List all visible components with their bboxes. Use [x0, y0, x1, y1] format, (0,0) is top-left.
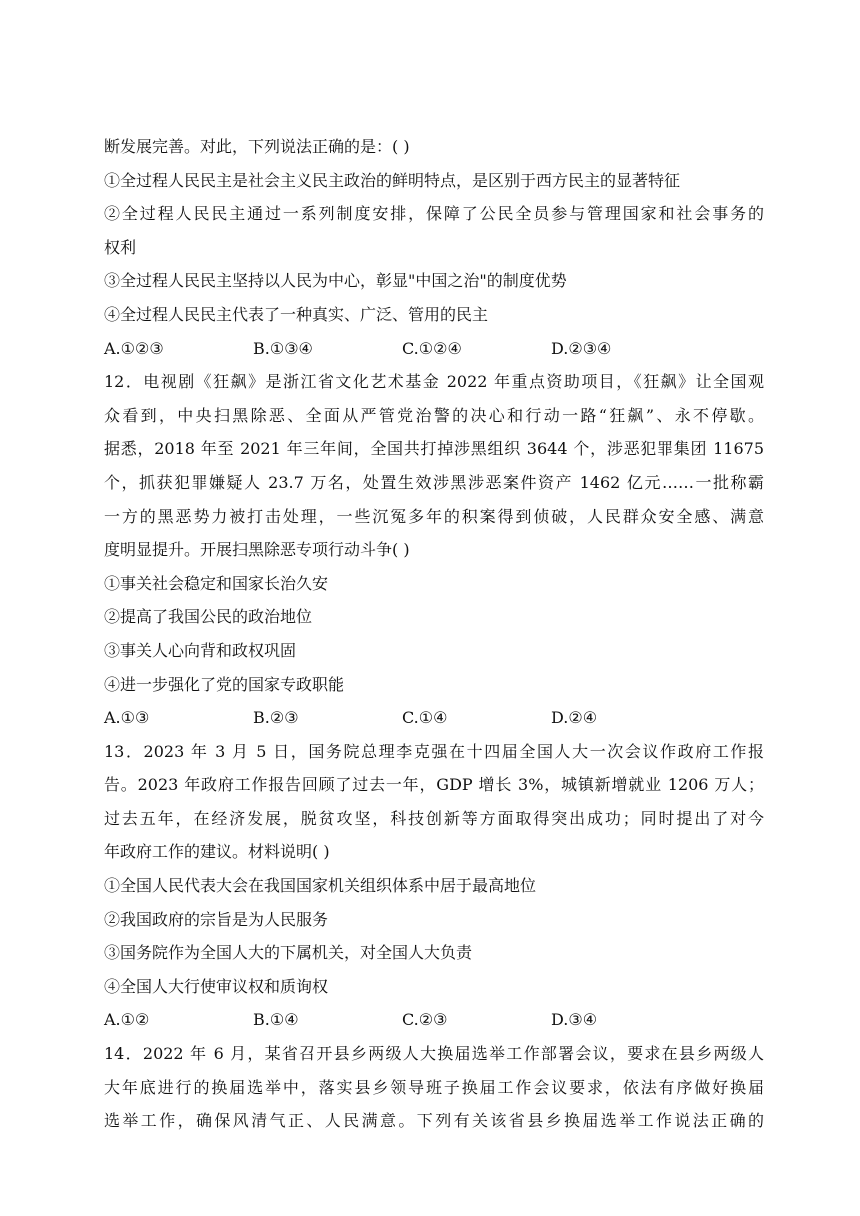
q13-option-d[interactable]: D.③④: [551, 1010, 598, 1030]
q12-stem-line-3: 据悉，2018 年至 2021 年三年间，全国共打掉涉黑组织 3644 个，涉恶犯罪集团 11675: [104, 439, 764, 459]
q12-stem-line-1: 12．电视剧《狂飙》是浙江省文化艺术基金 2022 年重点资助项目，《狂飙》让全国观: [104, 372, 764, 392]
q14-stem-line-1: 14．2022 年 6 月，某省召开县乡两级人大换届选举工作部署会议，要求在县乡两级人: [104, 1044, 764, 1064]
q12-options: [104, 701, 764, 735]
q12-stem-line-2: 众看到，中央扫黑除恶、全面从严管党治警的决心和行动一路“狂飙”、永不停歇。: [104, 405, 764, 425]
q11-stem-tail: 断发展完善。对此，下列说法正确的是：( ): [104, 137, 410, 156]
q12-statement-1: ①事关社会稳定和国家长治久安: [104, 573, 329, 593]
q12-statement-4: ④进一步强化了党的国家专政职能: [104, 674, 345, 694]
q12-stem-line-5: 一方的黑恶势力被打击处理，一些沉冤多年的积案得到侦破，人民群众安全感、满意: [104, 506, 764, 526]
q12-stem-line-4: 个，抓获犯罪嫌疑人 23.7 万名，处置生效涉黑涉恶案件资产 1462 亿元……一批称霸: [104, 472, 764, 492]
q11-options: [104, 332, 764, 366]
q13-option-a[interactable]: A.①②: [104, 1010, 150, 1030]
q12-option-c[interactable]: C.①④: [402, 708, 448, 728]
q13-statement-3: ③国务院作为全国人大的下属机关，对全国人大负责: [104, 943, 473, 963]
q12-option-b[interactable]: B.②③: [253, 708, 299, 728]
q11-statement-2: ②全过程人民民主通过一系列制度安排，保障了公民全员参与管理国家和社会事务的: [104, 204, 764, 224]
q13-statement-1: ①全国人民代表大会在我国国家机关组织体系中居于最高地位: [104, 876, 537, 896]
q13-statement-2: ②我国政府的宗旨是为人民服务: [104, 909, 329, 929]
q13-stem-line-2: 告。2023 年政府工作报告回顾了过去一年，GDP 增长 3%，城镇新增就业 1206 万人；: [104, 775, 764, 795]
q13-statement-4: ④全国人大行使审议权和质询权: [104, 976, 329, 996]
q11-statement-2-cont: 权利: [104, 237, 137, 257]
q13-stem-line-1: 13．2023 年 3 月 5 日，国务院总理李克强在十四届全国人大一次会议作政府工作报: [104, 741, 764, 761]
exam-page: [104, 130, 764, 1138]
q12-statement-3: ③事关人心向背和政权巩固: [104, 640, 297, 660]
q11-statement-4: ④全过程人民民主代表了一种真实、广泛、管用的民主: [104, 304, 489, 324]
q11-statement-1: ①全过程人民民主是社会主义民主政治的鲜明特点，是区别于西方民主的显著特征: [104, 170, 681, 190]
q11-option-b[interactable]: B.①③④: [253, 338, 313, 358]
q12-statement-2: ②提高了我国公民的政治地位: [104, 607, 313, 627]
q13-option-b[interactable]: B.①④: [253, 1010, 299, 1030]
q13-stem-line-3: 过去五年，在经济发展，脱贫攻坚，科技创新等方面取得突出成功；同时提出了对今: [104, 808, 764, 828]
q13-option-c[interactable]: C.②③: [402, 1010, 448, 1030]
q13-options: [104, 1003, 764, 1037]
q11-option-a[interactable]: A.①②③: [104, 338, 164, 358]
q12-stem-line-6: 度明显提升。开展扫黑除恶专项行动斗争( ): [104, 540, 410, 560]
q11-option-d[interactable]: D.②③④: [551, 338, 612, 358]
q12-option-d[interactable]: D.②④: [551, 708, 598, 728]
q14-stem-line-3: 选举工作，确保风清气正、人民满意。下列有关该省县乡换届选举工作说法正确的: [104, 1111, 764, 1131]
q14-stem-line-2: 大年底进行的换届选举中，落实县乡领导班子换届工作会议要求，依法有序做好换届: [104, 1077, 764, 1097]
q11-statement-3: ③全过程人民民主坚持以人民为中心，彰显"中国之治"的制度优势: [104, 271, 567, 291]
q12-option-a[interactable]: A.①③: [104, 708, 150, 728]
q13-stem-line-4: 年政府工作的建议。材料说明( ): [104, 842, 330, 862]
q11-option-c[interactable]: C.①②④: [402, 338, 462, 358]
